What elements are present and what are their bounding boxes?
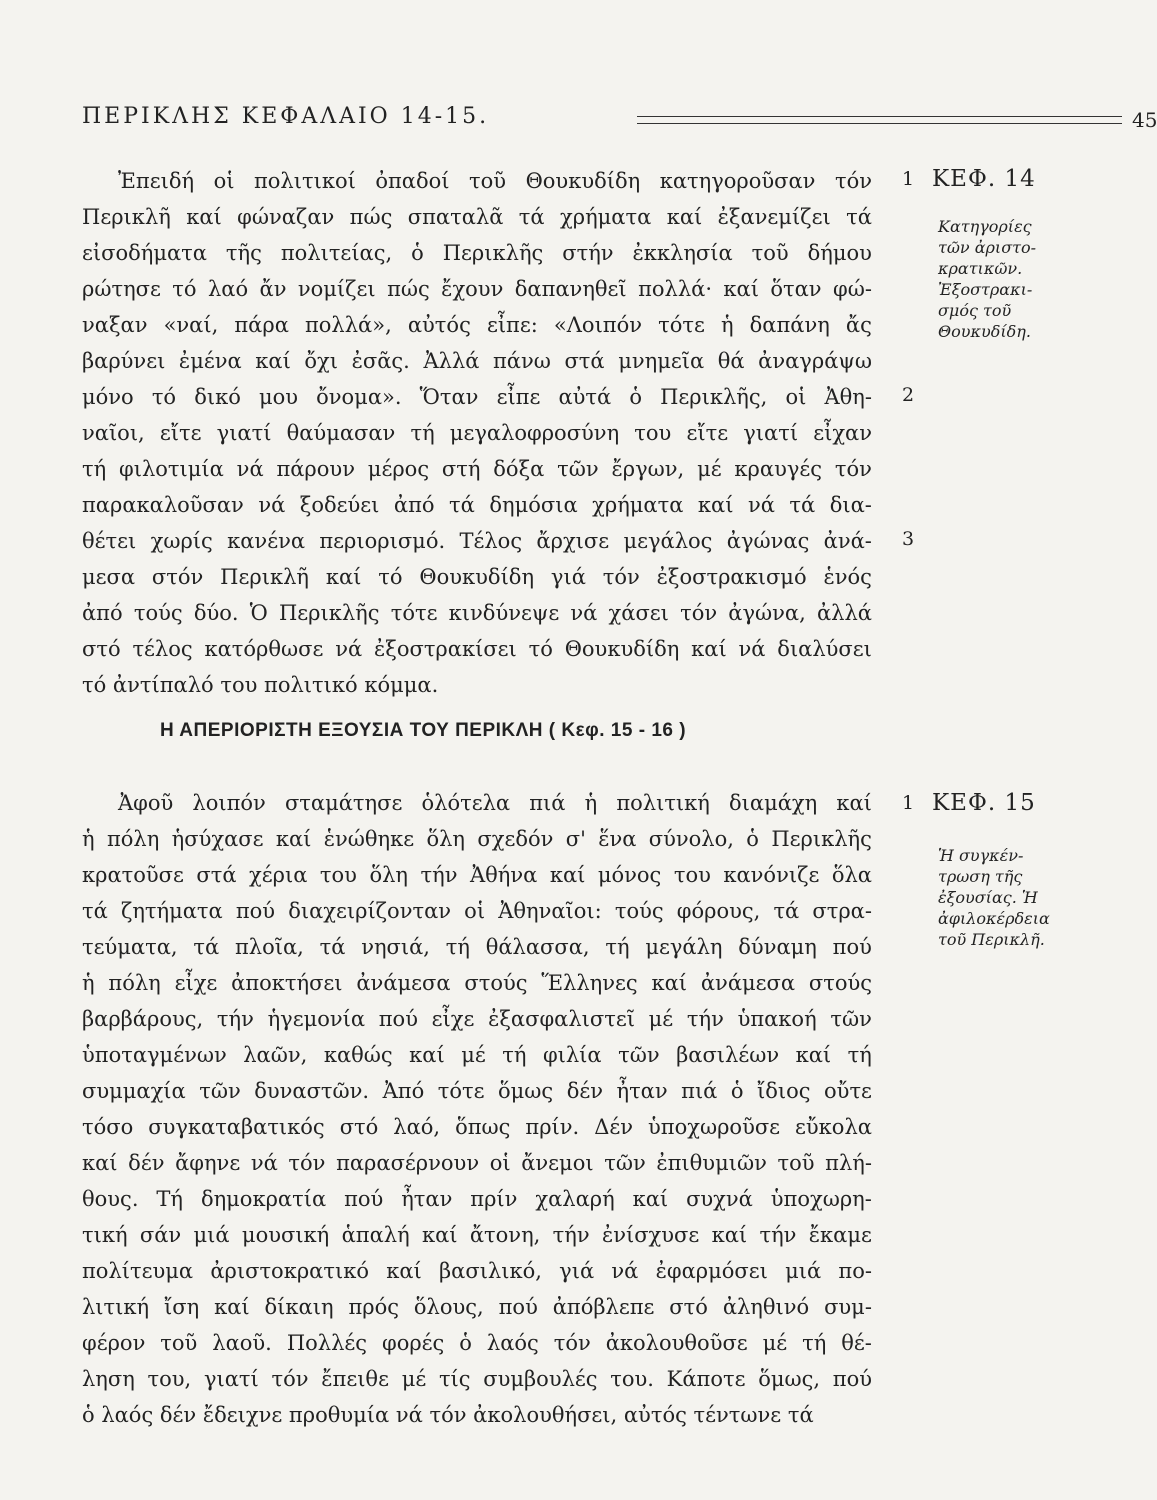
chapter-14-label: ΚΕΦ. 14	[932, 166, 1036, 192]
chapter-14-text	[82, 163, 872, 703]
text-line: τεύματα, τά πλοῖα, τά νησιά, τή θάλασσα, τή μεγάλη δύναμη πού	[82, 935, 872, 959]
section-heading: Η ΑΠΕΡΙΟΡΙΣΤΗ ΕΞΟΥΣΙΑ ΤΟΥ ΠΕΡΙΚΛΗ ( Κεφ. 15 - 16 )	[160, 720, 687, 741]
running-header	[82, 104, 1157, 138]
paragraph-number: 3	[902, 528, 915, 550]
text-line: φέρον τοῦ λαοῦ. Πολλές φορές ὁ λαός τόν ἀκολουθοῦσε μέ τή θέ-	[82, 1331, 872, 1355]
text-line: θους. Τή δημοκρατία πού ἦταν πρίν χαλαρή καί συχνά ὑποχωρη-	[82, 1187, 872, 1211]
text-line: Ἀφοῦ λοιπόν σταμάτησε ὁλότελα πιά ἡ πολιτική διαμάχη καί	[118, 791, 872, 815]
text-line: τό ἀντίπαλό του πολιτικό κόμμα.	[82, 673, 439, 697]
text-line: Περικλῆ καί φώναζαν πώς σπαταλᾶ τά χρήματα καί ἐξανεμίζει τά	[82, 205, 872, 229]
text-line: συμμαχία τῶν δυναστῶν. Ἀπό τότε ὅμως δέν ἦταν πιά ὁ ἴδιος οὔτε	[82, 1079, 872, 1103]
text-line: μόνο τό δικό μου ὄνομα». Ὅταν εἶπε αὐτά ὁ Περικλῆς, οἱ Ἀθη-	[82, 385, 872, 409]
text-line: βαρβάρους, τήν ἡγεμονία πού εἶχε ἐξασφαλιστεῖ μέ τήν ὑπακοή τῶν	[82, 1007, 872, 1031]
text-line: στό τέλος κατόρθωσε νά ἐξοστρακίσει τό Θουκυδίδη καί νά διαλύσει	[82, 637, 872, 661]
text-line: βαρύνει ἐμένα καί ὄχι ἐσᾶς. Ἀλλά πάνω στά μνημεῖα θά ἀναγράψω	[82, 349, 872, 373]
header-rule	[637, 116, 1122, 124]
note-line: Ἡ συγκέν-	[938, 846, 1024, 865]
text-line: ὑποταγμένων λαῶν, καθώς καί μέ τή φιλία τῶν βασιλέων καί τή	[82, 1043, 872, 1067]
text-line: παρακαλοῦσαν νά ξοδεύει ἀπό τά δημόσια χρήματα καί νά τά δια-	[82, 493, 872, 517]
text-line: ἀπό τούς δύο. Ὁ Περικλῆς τότε κινδύνεψε νά χάσει τόν ἀγώνα, ἀλλά	[82, 601, 872, 625]
note-line: κρατικῶν.	[938, 259, 1023, 278]
text-line: Ἐπειδή οἱ πολιτικοί ὀπαδοί τοῦ Θουκυδίδη κατηγοροῦσαν τόν	[118, 169, 872, 193]
text-line: καί δέν ἄφηνε νά τόν παρασέρνουν οἱ ἄνεμοι τῶν ἐπιθυμιῶν τοῦ πλή-	[82, 1151, 872, 1175]
chapter-15-label: ΚΕΦ. 15	[932, 790, 1036, 816]
note-line: Θουκυδίδη.	[938, 322, 1031, 341]
text-line: τόσο συγκαταβατικός στό λαό, ὅπως πρίν. Δέν ὑποχωροῦσε εὔκολα	[82, 1115, 872, 1139]
note-line: ἐξουσίας. Ἡ	[938, 888, 1038, 907]
note-line: τοῦ Περικλῆ.	[938, 930, 1045, 949]
note-line: Κατηγορίες	[938, 217, 1032, 236]
text-line: λιτική ἴση καί δίκαιη πρός ὅλους, πού ἀπόβλεπε στό ἀληθινό συμ-	[82, 1295, 872, 1319]
text-line: ναξαν «ναί, πάρα πολλά», αὐτός εἶπε: «Λοιπόν τότε ἡ δαπάνη ἄς	[82, 313, 872, 337]
text-line: μεσα στόν Περικλῆ καί τό Θουκυδίδη γιά τόν ἐξοστρακισμό ἑνός	[82, 565, 872, 589]
chapter-15-text	[82, 785, 872, 1433]
note-line: Ἐξοστρακι-	[938, 280, 1033, 299]
note-line: σμός τοῦ	[938, 301, 1012, 320]
paragraph-number: 1	[902, 792, 915, 814]
chapter-14-marginal-note	[938, 216, 1088, 342]
note-line: τρωση τῆς	[938, 867, 1023, 886]
header-title: ΠΕΡΙΚΛΗΣ ΚΕΦΑΛΑΙΟ 14-15.	[82, 104, 490, 129]
text-line: πολίτευμα ἀριστοκρατικό καί βασιλικό, γιά νά ἐφαρμόσει μιά πο-	[82, 1259, 872, 1283]
note-line: τῶν ἀριστο-	[938, 238, 1037, 257]
text-line: ἡ πόλη εἶχε ἀποκτήσει ἀνάμεσα στούς Ἕλληνες καί ἀνάμεσα στούς	[82, 971, 872, 995]
text-line: ρώτησε τό λαό ἄν νομίζει πώς ἔχουν δαπανηθεῖ πολλά· καί ὅταν φώ-	[82, 277, 872, 301]
text-line: ναῖοι, εἴτε γιατί θαύμασαν τή μεγαλοφροσύνη του εἴτε γιατί εἶχαν	[82, 421, 872, 445]
text-line: τική σάν μιά μουσική ἁπαλή καί ἄτονη, τήν ἐνίσχυσε καί τήν ἔκαμε	[82, 1223, 872, 1247]
text-line: τή φιλοτιμία νά πάρουν μέρος στή δόξα τῶν ἔργων, μέ κραυγές τόν	[82, 457, 872, 481]
note-line: ἀφιλοκέρδεια	[938, 909, 1050, 928]
paragraph-number: 2	[902, 384, 915, 406]
text-line: τά ζητήματα πού διαχειρίζονταν οἱ Ἀθηναῖοι: τούς φόρους, τά στρα-	[82, 899, 872, 923]
chapter-15-marginal-note	[938, 845, 1088, 950]
paragraph-number: 1	[902, 168, 915, 190]
text-line: ἡ πόλη ἡσύχασε καί ἑνώθηκε ὅλη σχεδόν σ' ἕνα σύνολο, ὁ Περικλῆς	[82, 827, 872, 851]
text-line: κρατοῦσε στά χέρια του ὅλη τήν Ἀθήνα καί μόνος του κανόνιζε ὅλα	[82, 863, 872, 887]
text-line: ὁ λαός δέν ἔδειχνε προθυμία νά τόν ἀκολουθήσει, αὐτός τέντωνε τά	[82, 1403, 814, 1427]
text-line: εἰσοδήματα τῆς πολιτείας, ὁ Περικλῆς στήν ἐκκλησία τοῦ δήμου	[82, 241, 872, 265]
text-line: θέτει χωρίς κανένα περιορισμό. Τέλος ἄρχισε μεγάλος ἀγώνας ἀνά-	[82, 529, 872, 553]
page-number: 45	[1132, 108, 1157, 132]
text-line: ληση του, γιατί τόν ἔπειθε μέ τίς συμβουλές του. Κάποτε ὅμως, πού	[82, 1367, 872, 1391]
